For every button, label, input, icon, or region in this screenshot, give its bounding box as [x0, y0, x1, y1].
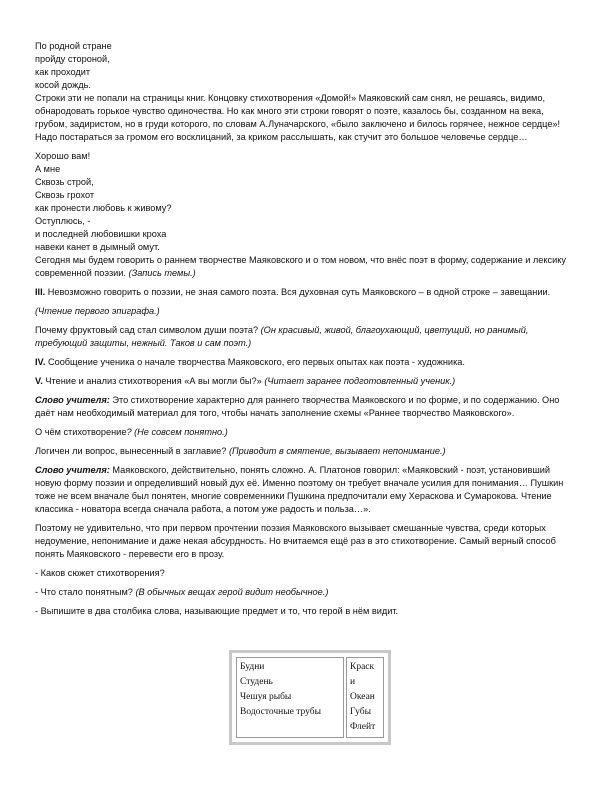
table-cell-objects [236, 657, 344, 738]
table-word: Водосточные трубы [240, 707, 321, 717]
question-plot: - Каков сюжет стихотворения? [35, 568, 165, 578]
question-text: О чём стихотворение [35, 427, 127, 437]
section-text: Невозможно говорить о поэзии, не зная самого поэта. Вся духовная суть Маяковского – в одной строке – завещании. [45, 287, 551, 297]
teacher-text: Маяковского, действительно, понять сложно. А. Платонов говорил: «Маяковский - поэт, установивший новую форму поэзии и определивший новый дух её. Именно поэтому он требует вначале усилия для понимания… Пушкин тоже не всем вначале был понятен, многие современники Пушкина предпочитали ему Хераскова и Сумарокова. Чтение классика - новатора всегда сначала работа, а потом уже радость и польза…». [35, 465, 564, 514]
words-table [234, 655, 386, 740]
remark-note: (Приводит в смятение, вызывает непонимание.) [228, 446, 446, 456]
poem-line: навеки канет в дымный омут. [35, 242, 160, 252]
remark-note: (Читает заранее подготовленный ученик.) [264, 376, 456, 386]
table-row [236, 657, 384, 738]
poem-line: Оступлюсь, - [35, 216, 91, 226]
poem-line: Хорошо вам! [35, 151, 91, 161]
poem-line: По родной стране [35, 41, 112, 51]
table-word: Океан [350, 692, 375, 702]
poem-line: косой дождь. [35, 80, 91, 90]
remark-note: (В обычных вещах герой видит необычное.) [135, 587, 329, 597]
section-number: V. [35, 376, 43, 386]
poem-stanza-1 [35, 40, 577, 92]
paragraph-garden [35, 324, 577, 350]
remark-note: (Он красивый, живой, благоухающий, цветущий, но ранимый, требующий защиты, нежный. Таков и сам поэт.) [35, 325, 529, 348]
question-text: Логичен ли вопрос, вынесенный в заглавие? [35, 446, 229, 456]
poem-line: как проходит [35, 67, 91, 77]
teacher-label: Слово учителя: [35, 465, 110, 475]
document-body [35, 40, 577, 618]
question-write: - Выпишите в два столбика слова, называющие предмет и то, что герой в нём видит. [35, 606, 399, 616]
paragraph-why: Поэтому не удивительно, что при первом прочтении поэзия Маяковского вызывает смешанные чувства, среди которых недоумение, непонимание и даже некая абсурдность. Но вчитаемся ещё раз в это стихотворение. Самый верный способ понять Маяковского - перевести его в прозу. [35, 523, 556, 559]
words-table-frame [229, 650, 391, 745]
remark-note: (Запись темы.) [128, 268, 196, 278]
paragraph-text: Сегодня мы будем говорить о раннем творчестве Маяковского и о том новом, что внёс поэт в форму, содержание и лексику современной поэзии. [35, 255, 566, 278]
section-4 [35, 356, 577, 369]
teacher-word-1 [35, 394, 577, 420]
question-clear [35, 586, 577, 599]
table-word: Губы [350, 707, 371, 717]
table-cell-visions [346, 657, 384, 738]
table-word: Будни [240, 662, 265, 672]
section-3 [35, 286, 577, 299]
poem-line: Сквозь грохот [35, 190, 95, 200]
section-number: IV. [35, 357, 46, 367]
paragraph-today [35, 254, 577, 280]
table-word: Чешуя рыбы [240, 692, 292, 702]
poem-line: пройду стороной, [35, 54, 110, 64]
question-text: - Что стало понятным? [35, 587, 136, 597]
teacher-word-2 [35, 464, 577, 516]
remark-note: ? (Не совсем понятно.) [126, 427, 228, 437]
table-word: и [350, 677, 356, 687]
table-word: Студень [240, 677, 273, 687]
table-word: Краск [350, 662, 375, 672]
paragraph-ending: Строки эти не попали на страницы книг. Концовку стихотворения «Домой!» Маяковский сам снял, не решаясь, видимо, обнародовать горькое чувство одиночества. Но как много эти строки говорят о поэте, казалось бы, созданном на века, грубом, задиристом, но в груди которого, по словам А.Луначарского, «было заключено и билось горячее, нежное сердце»! Надо постараться за громом его восклицаний, за криком расслышать, как стучит это большое человечье сердце… [35, 93, 561, 142]
poem-line: А мне [35, 164, 61, 174]
section-5 [35, 375, 577, 388]
section-number: III. [35, 287, 46, 297]
section-text: Сообщение ученика о начале творчества Маяковского, его первых опытах как поэта - художника. [45, 357, 465, 367]
teacher-text: Это стихотворение характерно для раннего творчества Маяковского и по форме, и по содержанию. Оно даёт нам необходимый материал для того, чтобы начать заполнение схемы «Раннее творчество Маяковского». [35, 395, 560, 418]
poem-line: Сквозь строй, [35, 177, 94, 187]
poem-line: как пронести любовь к живому? [35, 203, 172, 213]
section-text: Чтение и анализ стихотворения «А вы могли бы?» [42, 376, 265, 386]
question-about [35, 426, 577, 439]
paragraph-text: Почему фруктовый сад стал символом души поэта? [35, 325, 261, 335]
poem-line: и последней любовишки кроха [35, 229, 167, 239]
question-logical [35, 445, 577, 458]
poem-stanza-2 [35, 150, 577, 254]
teacher-label: Слово учителя: [35, 395, 110, 405]
table-word: Флейт [350, 722, 376, 732]
epigraph-note: (Чтение первого эпиграфа.) [35, 306, 160, 316]
